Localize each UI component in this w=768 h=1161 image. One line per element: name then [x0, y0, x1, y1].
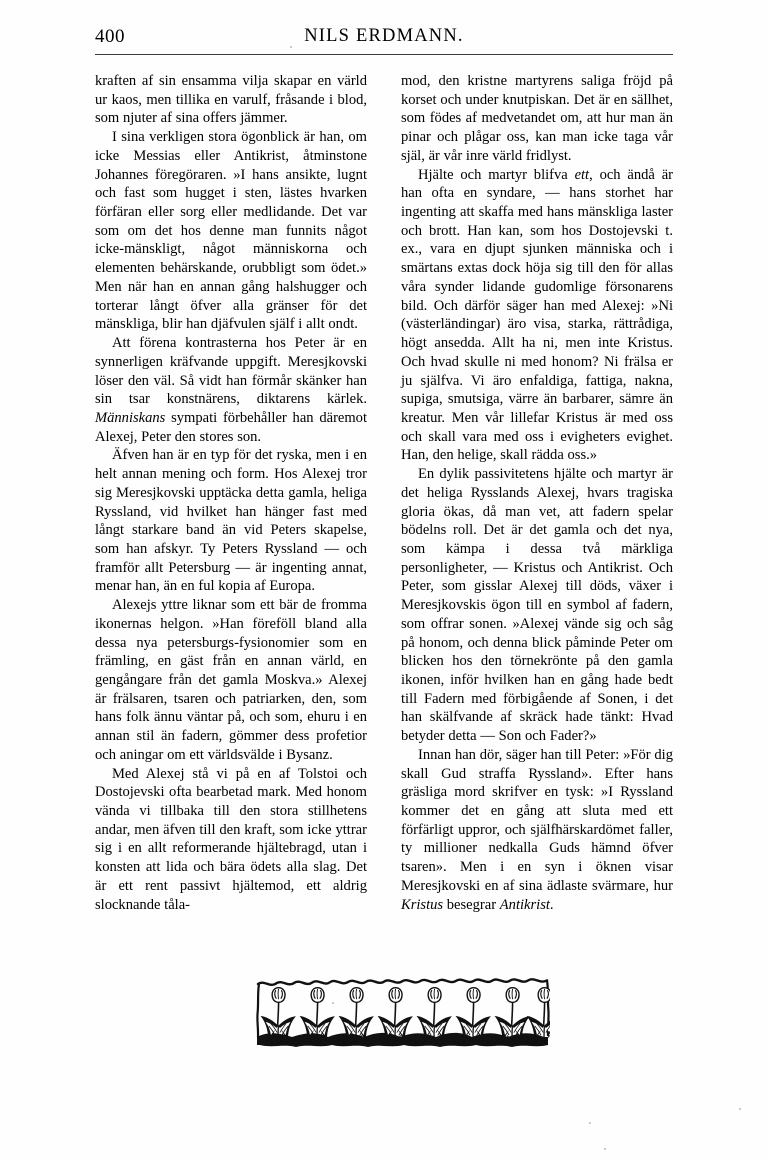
column-right [401, 72, 673, 952]
column-left [95, 72, 367, 952]
italic-run: Antikrist [499, 896, 550, 913]
text-run: besegrar [443, 896, 500, 913]
text-run: mod, den kristne martyrens saliga fröjd på korset och under knutpiskan. Det är en sällhet, som födes af medvetandet om, att hur man än pinar och plågar oss, kan man icke taga vår själ, är vår inre värld fridlyst. [401, 73, 673, 164]
italic-run: Människans [95, 409, 166, 426]
paragraph [95, 765, 367, 915]
scan-speck [589, 1122, 591, 1124]
running-head [95, 26, 673, 52]
italic-run: ett [574, 166, 590, 183]
paragraph [95, 334, 367, 446]
text-run: En dylik passivitetens hjälte och martyr är det heliga Rysslands Alexej, hvars tragiska gloria ökas, då man vet, att fadern spelar bödelns roll. Det är det gamla och det nya, som kämpa i dessa två märkliga personligheter, — Kristus och Antikrist. Och Peter, som gisslar Alexej till döds, växer i Meresjkovskis ögon till en symbol af fadern, som offrar sonen. »Alexej vände sig och såg på honom, och denna blick påminde Peter om blicken hos den törnekrönte på den gamla ikonen, inför hvilken han en gång hade bedt till Fadern med förbigående af Sonen, i det han skälfvande af skräck hade tänkt: Hvad betyder detta — Son och Fader?» [401, 466, 673, 745]
scan-speck [290, 46, 292, 48]
text-run: kraften af sin ensamma vilja skapar en värld ur kaos, men tillika en varulf, fråsande i blod, som njuter af sina offers jämmer. [95, 73, 367, 127]
paragraph [95, 596, 367, 764]
text-run: Att förena kontrasterna hos Peter är en synnerligen kräfvande uppgift. Meresjkovski löser den väl. Så vidt han förmår skänker han sin tsar konstnärens, diktarens kärlek. [95, 335, 367, 408]
text-run: . [549, 896, 554, 913]
paragraph [401, 72, 673, 166]
paragraph [401, 166, 673, 466]
text-run: , och ändå är han ofta en syndare, — hans storhet har ingenting att skaffa med hans mänskliga laster och brott. Han kan, som hos Dostojevski t. ex., vara en djupt sjunken människa och i smärtans extas dock höja sig till den för allas våra synder lidande gudomlige försonarens bild. Och därför säger han med Alexej: »Ni (västerländingar) äro visa, starka, rättrådiga, högt ansedda. Allt ha ni, men inte Kristus. Och hvad skulle ni med honom? Ni frälsa er ju själfva. Vi äro enfaldiga, fattiga, nakna, supiga, smutsiga, värre än barbarer, sämre än kreatur. Men vår lillefar Kristus är med oss och skall vara med oss i evigheters evighet. Han, den helige, skall rädda oss.» [401, 166, 673, 464]
text-run: sympati förbehåller han däremot Alexej, Peter den stores son. [95, 409, 367, 445]
text-run: Alexejs yttre liknar som ett bär de fromma ikonernas helgon. »Han föreföll bland alla dessa nya petersburgs-fysionomier som en främling, en gäst från en annan värld, en gengångare från det gamla Moskva.» Alexej är frälsaren, tsaren och patriarken, den, som hans folk ännu väntar på, och som, ehuru i en annan stil än fadern, gömmer dess profetior och aningar om ett världsvälde i Bysanz. [95, 597, 367, 763]
text-run: Innan han dör, säger han till Peter: »För dig skall Gud straffa Ryssland». Efter hans gräsliga mord skrifver en tysk: »I Ryssland kommer det en gång att sluta med ett förfärligt uppror, och själfhärskardömet faller, ty millioner nedkalla Guds hämnd öfver tsaren». Men i en syn i öknen visar Meresjkovski en af sina ädlaste svärmare, hur [401, 746, 673, 894]
page-number: 400 [95, 26, 125, 47]
scan-speck [739, 1108, 741, 1110]
scan-speck [604, 1148, 606, 1150]
text-run: Med Alexej stå vi på en af Tolstoi och Dostojevski ofta bearbetad mark. Med honom vända vi tillbaka till den stora stillhetens andar, men äfven till den kraft, som icke yttrar sig i en allt reformerande hjältebragd, utan i konsten att lida och bära ödets alla slag. Det är ett rent passivt hjältemod, ett aldrig slocknande tåla- [95, 765, 367, 913]
running-title: NILS ERDMANN. [304, 26, 464, 46]
paragraph [95, 446, 367, 596]
header-rule [95, 54, 673, 55]
text-run: Äfven han är en typ för det ryska, men i en helt annan mening och form. Hos Alexej tror sig Meresjkovski upptäcka detta gamla, heliga Ryssland, vid hvilket han hänger fast med långt starkare band än vid Peters skapelse, som han afskyr. Ty Peters Ryssland — och framför allt Petersburg — är ingenting annat, menar han, än en ful kopia af Europa. [95, 447, 367, 595]
paragraph [95, 128, 367, 334]
tulip-border-ornament [256, 975, 550, 1053]
paragraph [401, 465, 673, 746]
body-columns [95, 72, 673, 952]
scan-speck [332, 1002, 334, 1004]
text-run: I sina verkligen stora ögonblick är han, om icke Messias eller Antikrist, åtminstone Johannes föregöraren. »I hans ansikte, lugnt och fast som hugget i sten, lästes hvarken förfäran eller sorg eller medlidande. Det var som om det hos denne man funnits något icke-mänskligt, något människorna och elementen behärskande, orubbligt som ödet.» Men när han en annan gång halshugger och torterar långt öfver alla gränser för det mänskliga, blir han djäfvulen själf i allt ondt. [95, 129, 367, 333]
italic-run: Kristus [401, 896, 444, 913]
text-run: Hjälte och martyr blifva [418, 166, 575, 183]
paragraph [95, 72, 367, 128]
paragraph [401, 746, 673, 914]
